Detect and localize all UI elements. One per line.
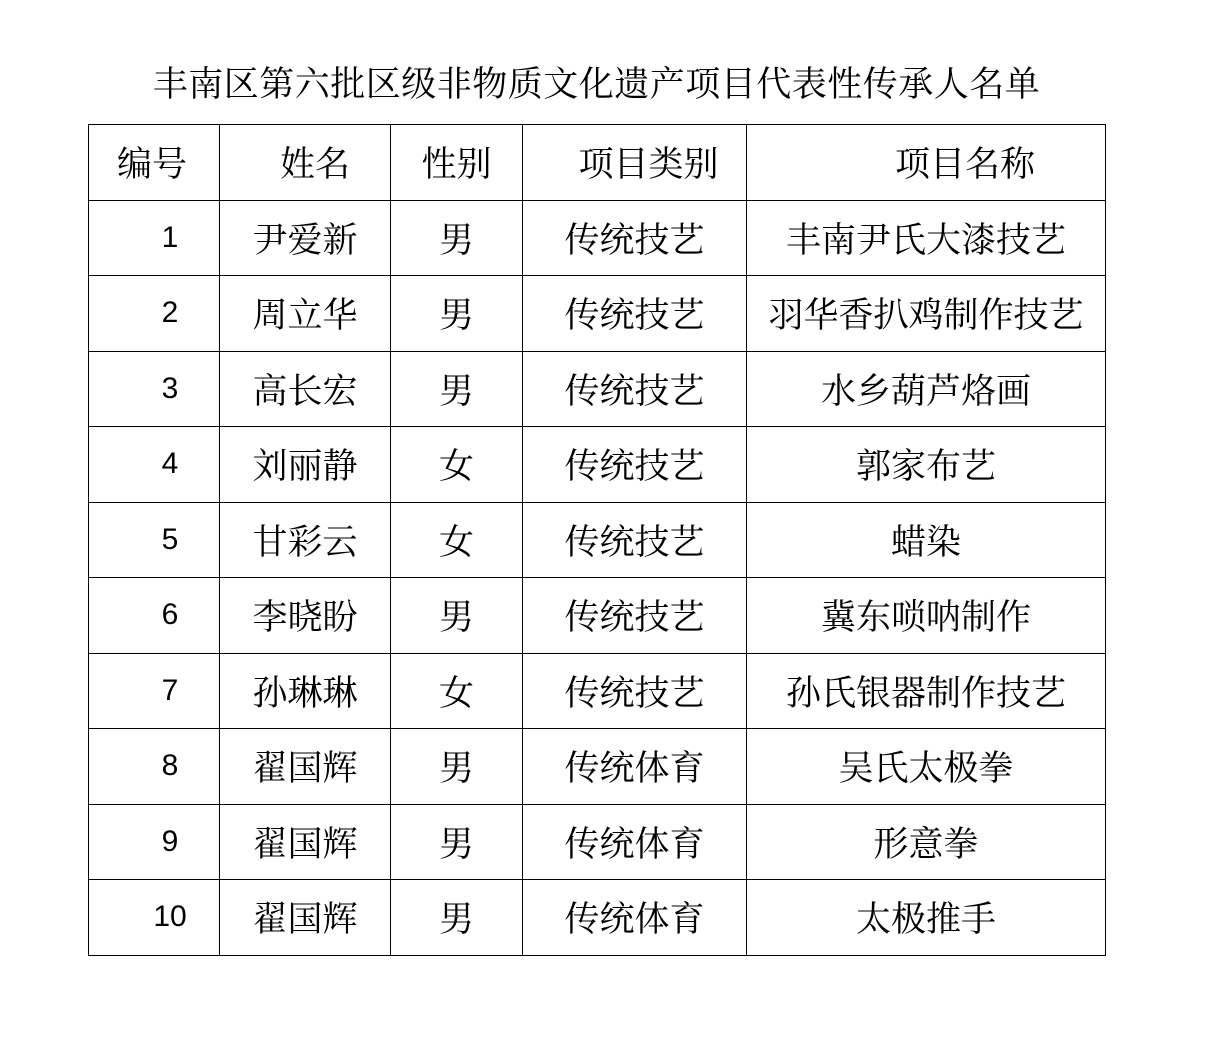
cell-project-name: 水乡葫芦烙画 — [747, 351, 1106, 427]
table-row — [89, 351, 1106, 427]
header-number: 编号 — [89, 125, 220, 201]
table-row — [89, 880, 1106, 956]
cell-gender: 男 — [391, 880, 523, 956]
cell-name: 刘丽静 — [220, 427, 391, 503]
cell-gender: 女 — [391, 427, 523, 503]
cell-category: 传统技艺 — [523, 200, 747, 276]
cell-number: 7 — [89, 653, 220, 729]
cell-gender: 男 — [391, 804, 523, 880]
cell-gender: 女 — [391, 502, 523, 578]
cell-project-name: 蜡染 — [747, 502, 1106, 578]
cell-name: 翟国辉 — [220, 880, 391, 956]
inheritor-table — [88, 124, 1106, 956]
cell-gender: 男 — [391, 200, 523, 276]
cell-number: 9 — [89, 804, 220, 880]
cell-number: 5 — [89, 502, 220, 578]
cell-gender: 男 — [391, 351, 523, 427]
cell-category: 传统技艺 — [523, 427, 747, 503]
cell-number: 8 — [89, 729, 220, 805]
cell-number: 2 — [89, 276, 220, 352]
cell-category: 传统体育 — [523, 880, 747, 956]
cell-number: 4 — [89, 427, 220, 503]
table-header-row — [89, 125, 1106, 201]
table-row — [89, 653, 1106, 729]
cell-gender: 男 — [391, 276, 523, 352]
cell-name: 李晓盼 — [220, 578, 391, 654]
cell-name: 甘彩云 — [220, 502, 391, 578]
cell-name: 孙琳琳 — [220, 653, 391, 729]
cell-number: 10 — [89, 880, 220, 956]
cell-project-name: 冀东唢呐制作 — [747, 578, 1106, 654]
cell-name: 高长宏 — [220, 351, 391, 427]
header-category: 项目类别 — [523, 125, 747, 201]
cell-category: 传统技艺 — [523, 502, 747, 578]
cell-project-name: 羽华香扒鸡制作技艺 — [747, 276, 1106, 352]
header-gender: 性别 — [391, 125, 523, 201]
cell-name: 翟国辉 — [220, 804, 391, 880]
cell-number: 1 — [89, 200, 220, 276]
header-name: 姓名 — [220, 125, 391, 201]
cell-name: 尹爱新 — [220, 200, 391, 276]
cell-project-name: 郭家布艺 — [747, 427, 1106, 503]
table-row — [89, 578, 1106, 654]
cell-number: 3 — [89, 351, 220, 427]
cell-project-name: 太极推手 — [747, 880, 1106, 956]
document-title: 丰南区第六批区级非物质文化遗产项目代表性传承人名单 — [152, 65, 1041, 105]
cell-category: 传统体育 — [523, 729, 747, 805]
cell-gender: 男 — [391, 729, 523, 805]
cell-gender: 男 — [391, 578, 523, 654]
cell-project-name: 孙氏银器制作技艺 — [747, 653, 1106, 729]
cell-category: 传统技艺 — [523, 578, 747, 654]
cell-category: 传统体育 — [523, 804, 747, 880]
cell-category: 传统技艺 — [523, 276, 747, 352]
cell-number: 6 — [89, 578, 220, 654]
cell-category: 传统技艺 — [523, 653, 747, 729]
table-row — [89, 804, 1106, 880]
cell-project-name: 吴氏太极拳 — [747, 729, 1106, 805]
cell-category: 传统技艺 — [523, 351, 747, 427]
table-row — [89, 200, 1106, 276]
table-row — [89, 502, 1106, 578]
cell-gender: 女 — [391, 653, 523, 729]
header-project-name: 项目名称 — [747, 125, 1106, 201]
cell-name: 周立华 — [220, 276, 391, 352]
table-row — [89, 427, 1106, 503]
cell-project-name: 丰南尹氏大漆技艺 — [747, 200, 1106, 276]
cell-project-name: 形意拳 — [747, 804, 1106, 880]
cell-name: 翟国辉 — [220, 729, 391, 805]
table-row — [89, 276, 1106, 352]
table-row — [89, 729, 1106, 805]
